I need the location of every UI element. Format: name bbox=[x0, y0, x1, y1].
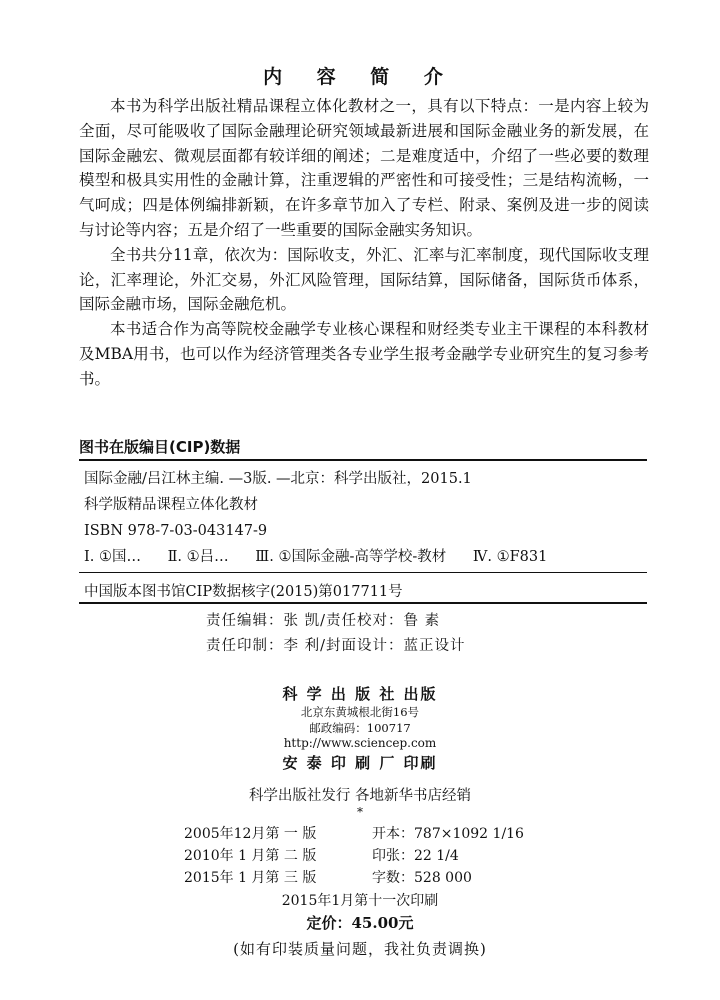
edition-spec: 印张：22 1/4 bbox=[372, 848, 459, 864]
price: 定价：45.00元 bbox=[306, 914, 414, 932]
intro-paragraph: 本书适合作为高等院校金融学专业核心课程和财经类专业主干课程的本科教材及MBA用书，也可以作为经济管理类各专业学生报考金融学专业研究生的复习参考书。 bbox=[79, 320, 649, 388]
edition-table bbox=[184, 823, 524, 889]
publisher-url: http://www.sciencep.com bbox=[283, 736, 437, 750]
cip-class-item: Ⅳ. ①F831 bbox=[472, 549, 548, 565]
edition-spec: 字数：528 000 bbox=[372, 870, 472, 886]
intro-section bbox=[79, 94, 649, 392]
cip-line-series: 科学版精品课程立体化教材 bbox=[84, 497, 258, 513]
quality-note: (如有印装质量问题，我社负责调换) bbox=[233, 940, 487, 958]
edition-row bbox=[184, 867, 524, 889]
cip-line-isbn: ISBN 978-7-03-043147-9 bbox=[84, 523, 268, 539]
printer-name: 安 泰 印 刷 厂 印刷 bbox=[282, 754, 438, 772]
staff-line-editor: 责任编辑：张 凯/责任校对：鲁 素 bbox=[206, 613, 441, 629]
edition-row bbox=[184, 823, 524, 845]
cip-heading: 图书在版编目(CIP)数据 bbox=[79, 438, 241, 456]
page-title: 内 容 简 介 bbox=[263, 66, 457, 88]
edition-row bbox=[184, 845, 524, 867]
cip-number: 中国版本图书馆CIP数据核字(2015)第017711号 bbox=[84, 584, 403, 600]
cip-top-rule bbox=[79, 459, 647, 461]
cip-class-item: Ⅲ. ①国际金融-高等学校-教材 bbox=[255, 549, 447, 565]
cip-mid-rule bbox=[79, 572, 647, 573]
edition-date: 2005年12月第 一 版 bbox=[184, 826, 317, 842]
staff-line-print: 责任印制：李 利/封面设计：蓝正设计 bbox=[206, 638, 466, 654]
print-run: 2015年1月第十一次印刷 bbox=[281, 893, 439, 909]
intro-paragraph: 全书共分11章，依次为：国际收支，外汇、汇率与汇率制度，现代国际收支理论，汇率理论，外汇交易，外汇风险管理，国际结算，国际储备，国际货币体系，国际金融市场，国际金融危机。 bbox=[79, 245, 649, 314]
cip-bottom-rule bbox=[79, 602, 647, 604]
cip-class-item: Ⅰ. ①国… bbox=[84, 549, 141, 565]
intro-paragraph: 本书为科学出版社精品课程立体化教材之一，具有以下特点：一是内容上较为全面，尽可能吸收了国际金融理论研究领域最新进展和国际金融业务的新发展，在国际金融宏、微观层面都有较详细的阐述；二是难度适中，介绍了一些必要的数理模型和极具实用性的金融计算，注重逻辑的严密性和可接受性；三是结构流畅，一气呵成；四是体例编排新颖，在许多章节加入了专栏、附录、案例及进一步的阅读与讨论等内容；五是介绍了一些重要的国际金融实务知识。 bbox=[79, 97, 649, 239]
publisher-name: 科 学 出 版 社 出版 bbox=[282, 685, 438, 703]
edition-spec: 开本：787×1092 1/16 bbox=[372, 826, 524, 842]
cip-class-item: Ⅱ. ①吕… bbox=[167, 549, 229, 565]
cip-record bbox=[84, 466, 644, 570]
separator-star: * bbox=[357, 805, 363, 819]
publisher-address: 北京东黄城根北街16号 bbox=[300, 705, 420, 719]
edition-date: 2010年 1 月第 二 版 bbox=[184, 848, 317, 864]
cip-classification bbox=[84, 544, 644, 570]
publisher-zip: 邮政编码：100717 bbox=[309, 721, 411, 735]
distribution-line: 科学出版社发行 各地新华书店经销 bbox=[248, 788, 472, 804]
cip-line-title: 国际金融/吕江林主编. —3版. —北京：科学出版社，2015.1 bbox=[84, 471, 472, 487]
edition-date: 2015年 1 月第 三 版 bbox=[184, 870, 317, 886]
